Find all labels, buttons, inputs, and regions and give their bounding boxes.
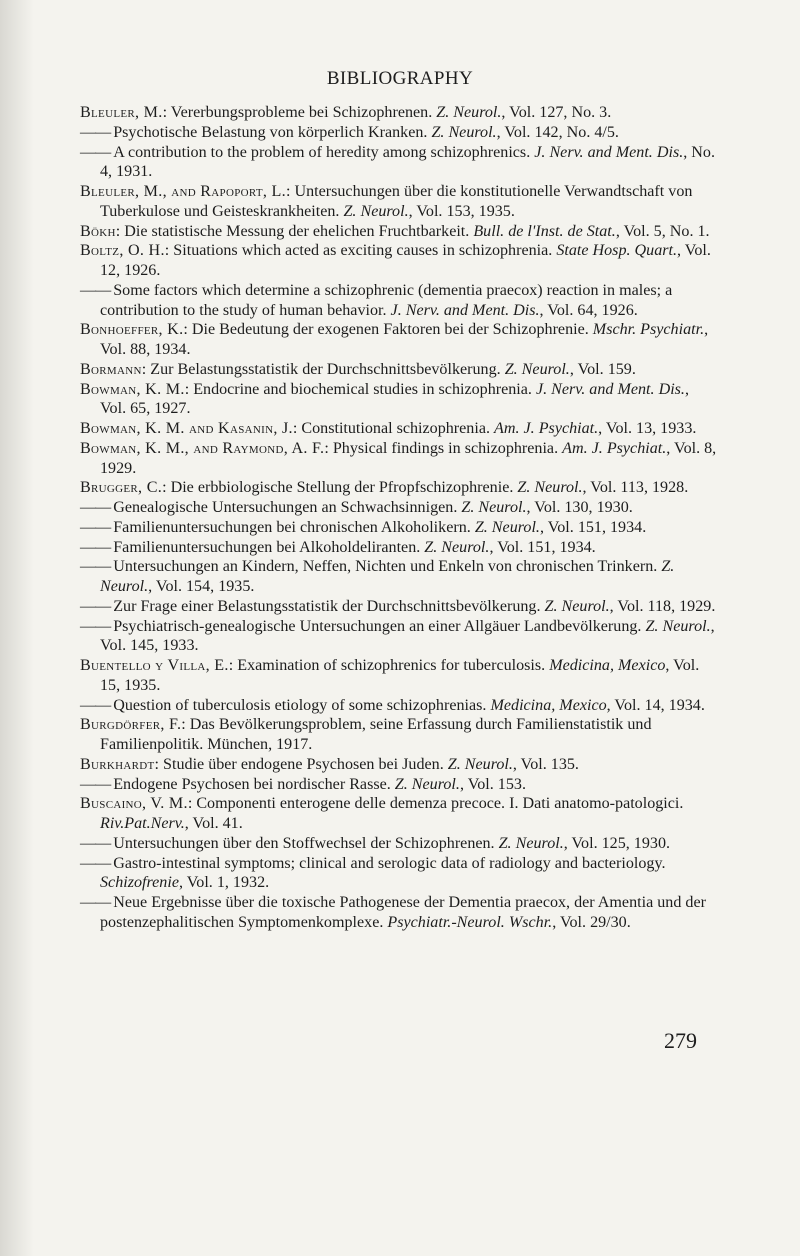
bibliography-entry xyxy=(80,597,718,617)
entry-title: Die Bedeutung der exogenen Faktoren bei der Schizophrenie. xyxy=(191,321,593,339)
entry-title: Familienuntersuchungen bei chronischen Alkoholikern. xyxy=(113,518,475,536)
entry-author: Burkhardt xyxy=(80,755,155,773)
entry-title: Endocrine and biochemical studies in schizophrenia. xyxy=(193,380,536,398)
bibliography-entry xyxy=(80,143,718,183)
entry-journal: Z. Neurol. xyxy=(504,360,570,378)
entry-title: Componenti enterogene delle demenza precoce. I. Dati anatomo-patologici. xyxy=(196,795,684,813)
ditto-dash: —— xyxy=(80,834,114,852)
entry-title: Familienuntersuchungen bei Alkoholdeliranten. xyxy=(113,538,425,556)
entry-separator: : xyxy=(181,716,190,734)
entry-title: Studie über endogene Psychosen bei Juden. xyxy=(163,755,448,773)
entry-details: , No. 4, 1931. xyxy=(100,143,715,181)
ditto-dash: —— xyxy=(80,143,114,161)
entry-author: Buentello y Villa, E. xyxy=(80,657,229,674)
entry-journal: Medicina, Mexico xyxy=(549,657,666,674)
entry-details: , Vol. 13, 1933. xyxy=(598,420,697,437)
entry-details: , Vol. 135. xyxy=(512,755,579,773)
ditto-dash: —— xyxy=(80,558,114,576)
entry-title: A contribution to the problem of heredity among schizophrenics. xyxy=(113,143,535,161)
bibliography-entry xyxy=(80,478,718,498)
entry-separator: : xyxy=(324,439,333,457)
ditto-dash: —— xyxy=(80,597,114,615)
entry-author: Bowman, K. M., and Raymond, A. F. xyxy=(80,439,325,457)
entry-journal: Schizofrenie xyxy=(100,874,179,892)
bibliography-entry xyxy=(80,182,718,222)
entry-title: Psychiatrisch-genealogische Untersuchungen an einer Allgäuer Landbevölkerung. xyxy=(113,617,646,635)
bibliography-entry xyxy=(80,617,718,657)
entry-journal: Z. Neurol. xyxy=(461,499,527,516)
entry-details: , Vol. 159. xyxy=(569,360,636,378)
bibliography-entry xyxy=(80,222,718,242)
entry-details: , Vol. 153, 1935. xyxy=(408,202,515,220)
entry-author: Bökh xyxy=(80,222,116,240)
page-gutter-shadow xyxy=(0,0,34,1256)
bibliography-entry xyxy=(80,557,718,597)
entry-title: Physical findings in schizophrenia. xyxy=(332,439,563,457)
ditto-dash: —— xyxy=(80,518,114,536)
bibliography-list xyxy=(80,103,718,933)
bibliography-entry xyxy=(80,893,718,933)
entry-details: , Vol. 15, 1935. xyxy=(100,657,700,694)
entry-details: , Vol. 151, 1934. xyxy=(539,518,647,536)
entry-separator: : xyxy=(292,420,302,437)
entry-details: , Vol. 151, 1934. xyxy=(489,538,596,556)
entry-details: , Vol. 64, 1926. xyxy=(539,301,638,319)
entry-journal: State Hosp. Quart. xyxy=(556,242,678,260)
entry-title: Zur Frage einer Belastungsstatistik der Durchschnittsbevölkerung. xyxy=(113,597,545,615)
entry-title: Zur Belastungsstatistik der Durchschnittsbevölkerung. xyxy=(150,360,505,378)
entry-author: Bleuler, M., and Rapoport, L. xyxy=(80,183,286,200)
entry-author: Bonhoeffer, K. xyxy=(80,321,184,339)
ditto-dash: —— xyxy=(80,499,114,516)
entry-journal: J. Nerv. and Ment. Dis. xyxy=(534,143,684,161)
entry-details: , Vol. 154, 1935. xyxy=(148,578,255,595)
entry-journal: Z. Neurol. xyxy=(436,104,502,121)
entry-title: Some factors which determine a schizophrenic (dementia praecox) reaction in males; a contribution to the study of human behavior. xyxy=(100,281,673,319)
entry-journal: Am. J. Psychiat. xyxy=(562,439,667,457)
entry-separator: : xyxy=(141,360,151,378)
entry-title: Gastro-intestinal symptoms; clinical and serologic data of radiology and bacteriology. xyxy=(113,854,666,872)
entry-details: , Vol. 41. xyxy=(184,815,243,832)
entry-title: Vererbungsprobleme bei Schizophrenen. xyxy=(170,104,437,121)
entry-title: Die erbbiologische Stellung der Pfropfschizophrenie. xyxy=(170,479,518,497)
bibliography-entry xyxy=(80,360,718,380)
entry-details: , Vol. 8, 1929. xyxy=(100,439,717,477)
entry-author: Bowman, K. M. and Kasanin, J. xyxy=(80,420,293,437)
entry-journal: Z. Neurol. xyxy=(474,518,540,536)
entry-journal: Z. Neurol. xyxy=(343,202,409,220)
entry-details: , Vol. 65, 1927. xyxy=(100,380,689,418)
entry-details: , Vol. 127, No. 3. xyxy=(501,104,612,121)
ditto-dash: —— xyxy=(80,123,114,141)
entry-journal: Riv.Pat.Nerv. xyxy=(100,815,185,832)
bibliography-entry xyxy=(80,794,718,834)
ditto-dash: —— xyxy=(80,854,114,872)
ditto-dash: —— xyxy=(80,894,114,911)
entry-journal: Bull. de l'Inst. de Stat. xyxy=(473,222,616,240)
entry-journal: Medicina, Mexico xyxy=(490,696,607,714)
entry-title: Genealogische Untersuchungen an Schwachsinnigen. xyxy=(113,499,462,516)
entry-details: , Vol. 5, No. 1. xyxy=(615,222,710,240)
entry-title: Untersuchungen an Kindern, Neffen, Nichten und Enkeln von chronischen Trinkern. xyxy=(113,558,662,576)
bibliography-entry xyxy=(80,538,718,558)
entry-author: Brugger, C. xyxy=(80,479,163,497)
entry-separator: : xyxy=(285,183,295,200)
bibliography-entry xyxy=(80,320,718,360)
bibliography-entry xyxy=(80,854,718,894)
entry-separator: : xyxy=(154,755,164,773)
bibliography-entry xyxy=(80,755,718,775)
entry-title: Situations which acted as exciting causes in schizophrenia. xyxy=(173,242,557,260)
bibliography-entry xyxy=(80,103,718,123)
entry-details: , Vol. 145, 1933. xyxy=(100,617,715,655)
entry-title: Constitutional schizophrenia. xyxy=(301,420,495,437)
entry-details: , Vol. 142, No. 4/5. xyxy=(496,123,619,141)
entry-author: Buscaino, V. M. xyxy=(80,795,188,813)
bibliography-entry xyxy=(80,498,718,518)
entry-journal: Z. Neurol. xyxy=(431,123,497,141)
entry-journal: Z. Neurol. xyxy=(517,479,583,497)
entry-separator: : xyxy=(162,479,171,497)
entry-details: , Vol. 130, 1930. xyxy=(526,499,633,516)
entry-author: Boltz, O. H. xyxy=(80,242,165,260)
entry-details: , Vol. 88, 1934. xyxy=(100,321,709,358)
ditto-dash: —— xyxy=(80,538,114,556)
entry-journal: J. Nerv. and Ment. Dis. xyxy=(535,380,685,398)
entry-separator: : xyxy=(228,657,238,674)
entry-separator: : xyxy=(184,380,194,398)
entry-journal: Z. Neurol. xyxy=(100,558,675,595)
entry-title: Question of tuberculosis etiology of some schizophrenias. xyxy=(113,696,491,714)
entry-separator: : xyxy=(183,321,192,339)
bibliography-entry xyxy=(80,656,718,696)
bibliography-entry xyxy=(80,241,718,281)
entry-author: Bowman, K. M. xyxy=(80,380,185,398)
entry-details: , Vol. 29/30. xyxy=(552,913,631,931)
entry-details: , Vol. 153. xyxy=(459,775,526,793)
bibliography-entry xyxy=(80,834,718,854)
entry-title: Examination of schizophrenics for tuberculosis. xyxy=(237,657,550,674)
bibliography-entry xyxy=(80,380,718,420)
entry-separator: : xyxy=(187,795,197,813)
entry-journal: Mschr. Psychiatr. xyxy=(592,321,705,339)
entry-title: Das Bevölkerungsproblem, seine Erfassung durch Familienstatistik und Familienpolitik. München, 1917. xyxy=(100,716,652,753)
entry-journal: Am. J. Psychiat. xyxy=(494,420,599,437)
entry-details: , Vol. 12, 1926. xyxy=(100,242,711,279)
entry-author: Burgdörfer, F. xyxy=(80,716,182,734)
entry-title: Psychotische Belastung von körperlich Kranken. xyxy=(113,123,432,141)
bibliography-entry xyxy=(80,123,718,143)
bibliography-entry xyxy=(80,775,718,795)
entry-separator: : xyxy=(115,222,125,240)
entry-separator: : xyxy=(162,104,171,121)
entry-journal: Z. Neurol. xyxy=(394,775,460,793)
entry-title: Neue Ergebnisse über die toxische Pathogenese der Dementia praecox, der Amentia und der postenzephalitischen Symptomenkomplexe. xyxy=(100,894,706,931)
bibliography-entry xyxy=(80,439,718,479)
bibliography-entry xyxy=(80,281,718,321)
entry-journal: Z. Neurol. xyxy=(498,834,564,852)
entry-title: Endogene Psychosen bei nordischer Rasse. xyxy=(113,775,395,793)
ditto-dash: —— xyxy=(80,696,114,714)
ditto-dash: —— xyxy=(80,281,114,299)
entry-journal: Z. Neurol. xyxy=(447,755,513,773)
entry-separator: : xyxy=(164,242,174,260)
entry-details: , Vol. 14, 1934. xyxy=(606,696,705,714)
ditto-dash: —— xyxy=(80,617,114,635)
entry-author: Bormann xyxy=(80,360,142,378)
entry-details: , Vol. 1, 1932. xyxy=(178,874,270,892)
bibliography-entry xyxy=(80,419,718,439)
entry-title: Untersuchungen über die konstitutionelle Verwandtschaft von Tuberkulose und Geisteskrankheiten. xyxy=(100,183,693,220)
bibliography-entry xyxy=(80,715,718,755)
entry-author: Bleuler, M. xyxy=(80,104,163,121)
running-head: BIBLIOGRAPHY xyxy=(326,68,474,89)
entry-journal: Z. Neurol. xyxy=(424,538,490,556)
ditto-dash: —— xyxy=(80,775,114,793)
entry-journal: Z. Neurol. xyxy=(645,617,711,635)
entry-details: , Vol. 113, 1928. xyxy=(582,479,689,497)
entry-details: , Vol. 125, 1930. xyxy=(563,834,671,852)
bibliography-entry xyxy=(80,696,718,716)
entry-title: Die statistische Messung der ehelichen Fruchtbarkeit. xyxy=(124,222,474,240)
bibliography-entry xyxy=(80,518,718,538)
page-number: 279 xyxy=(664,1028,697,1053)
entry-title: Untersuchungen über den Stoffwechsel der Schizophrenen. xyxy=(113,834,499,852)
entry-journal: J. Nerv. and Ment. Dis. xyxy=(390,301,540,319)
entry-journal: Psychiatr.-Neurol. Wschr. xyxy=(387,913,553,931)
entry-journal: Z. Neurol. xyxy=(544,597,610,615)
entry-details: , Vol. 118, 1929. xyxy=(609,597,716,615)
